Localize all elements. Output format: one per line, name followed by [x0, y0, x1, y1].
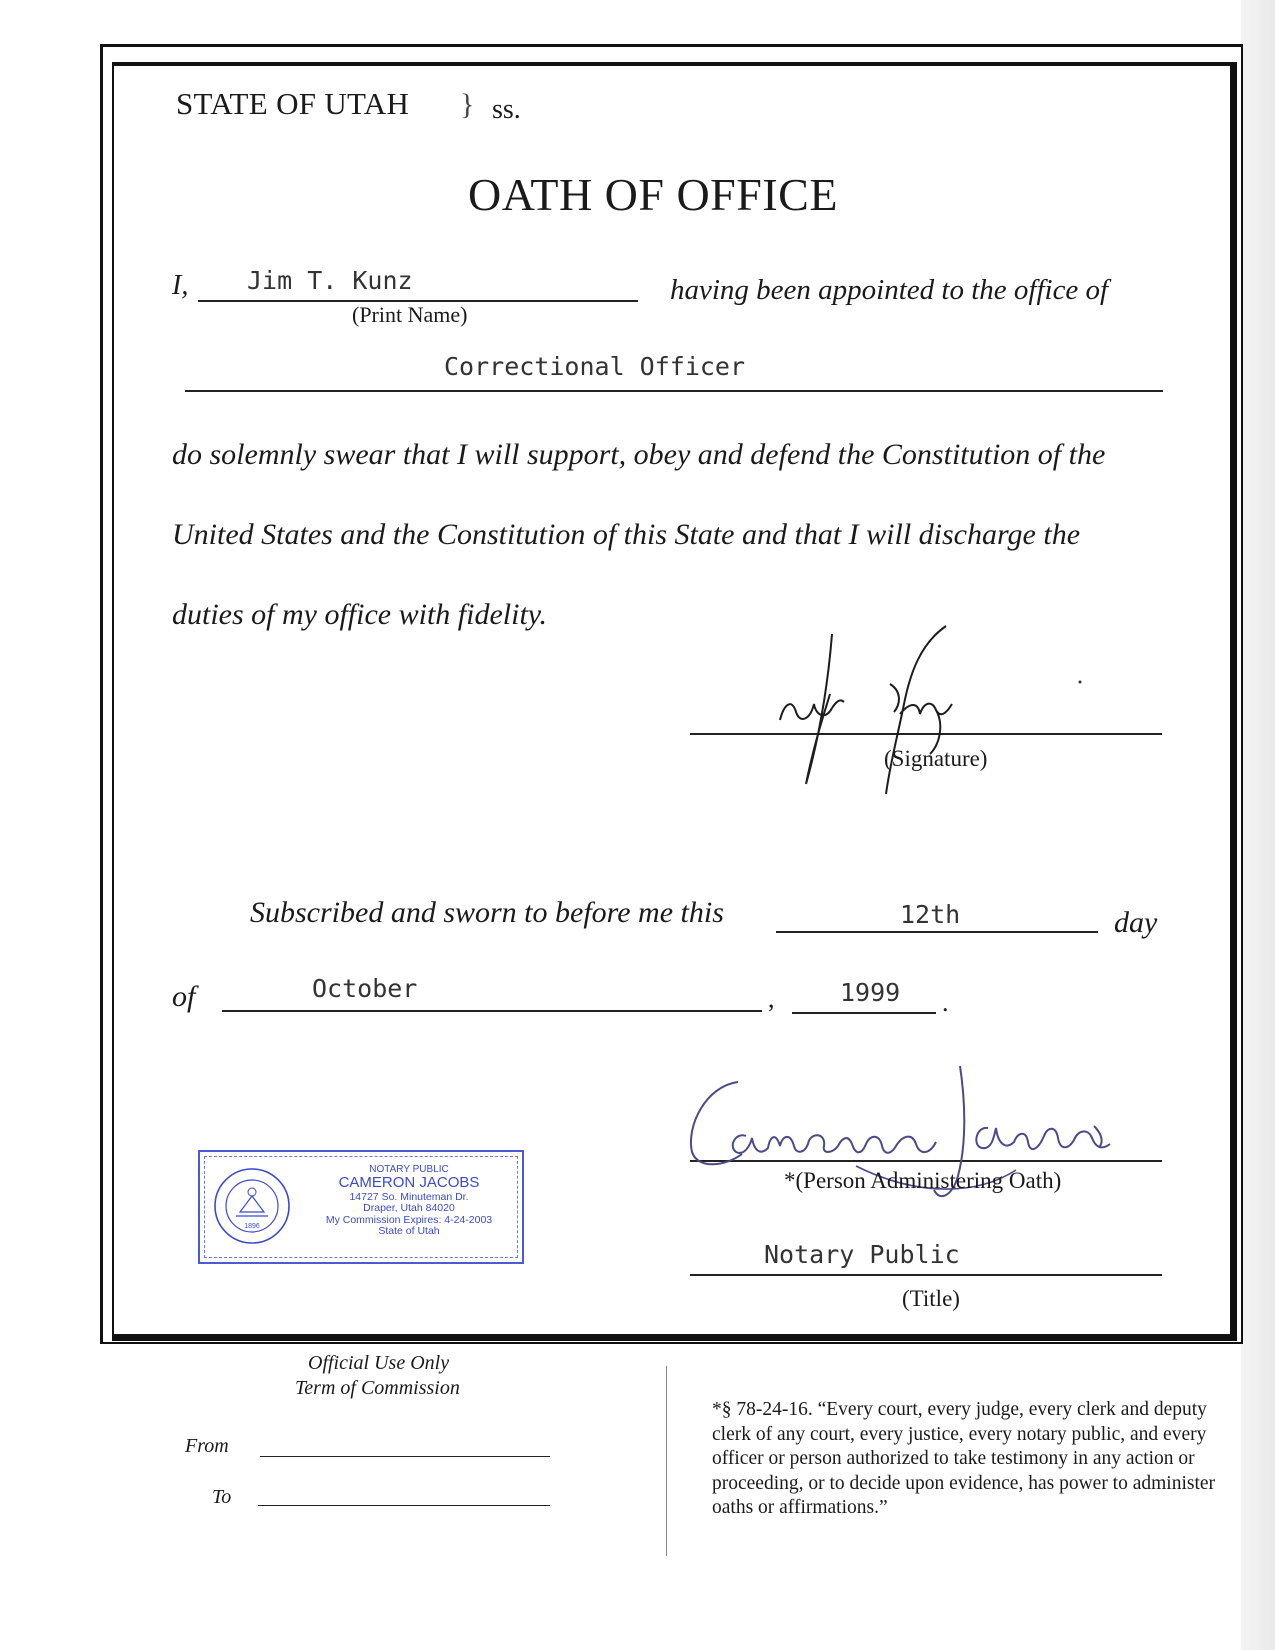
statute-note: *§ 78-24-16. “Every court, every judge, every clerk and deputy clerk of any court, every justice, every notary public, and every officer or person authorized to take testimony in any action or proceeding, or to decide upon evidence, has power to administer oaths or affirmations.”	[712, 1399, 1216, 1518]
oath-body-line-1: do solemnly swear that I will support, obey and defend the Constitution of the	[172, 438, 1106, 471]
notary-stamp	[198, 1150, 524, 1264]
day-line	[776, 931, 1098, 933]
officer-signature-image	[740, 624, 1000, 814]
year-line	[792, 1012, 936, 1014]
official-use-heading: Official Use Only	[308, 1352, 450, 1374]
from-line	[260, 1456, 550, 1457]
date-comma: ,	[768, 984, 775, 1013]
title-label: (Title)	[902, 1286, 960, 1311]
document-title: OATH OF OFFICE	[468, 169, 838, 220]
stamp-line-2: CAMERON JACOBS	[338, 1174, 480, 1191]
stamp-text-block	[310, 1164, 508, 1238]
month-line	[222, 1010, 762, 1012]
to-label: To	[212, 1486, 232, 1508]
state-brace: }	[460, 88, 475, 121]
term-of-commission-label: Term of Commission	[295, 1377, 460, 1399]
stamp-line-4: Draper, Utah 84020	[363, 1202, 455, 1215]
ss-abbreviation: ss.	[492, 94, 521, 125]
day-word: day	[1114, 906, 1158, 939]
office-line	[185, 390, 1163, 392]
year-value: 1999	[840, 978, 901, 1007]
stamp-line-5: My Commission Expires: 4-24-2003	[325, 1213, 493, 1226]
title-line	[690, 1274, 1162, 1276]
appointed-text: having been appointed to the office of	[670, 274, 1109, 306]
i-label: I,	[172, 270, 189, 301]
print-name-label: (Print Name)	[352, 302, 468, 327]
day-value: 12th	[900, 900, 961, 929]
date-period: .	[942, 988, 949, 1017]
footer-divider	[666, 1366, 667, 1556]
oath-body-line-2: United States and the Constitution of this State and that I will discharge the	[172, 518, 1081, 551]
signature-label: (Signature)	[884, 746, 988, 771]
print-name-value: Jim T. Kunz	[247, 266, 413, 295]
page-edge-shadow	[1241, 0, 1275, 1650]
svg-text:1896: 1896	[244, 1223, 260, 1230]
of-word: of	[172, 980, 196, 1013]
state-heading: STATE OF UTAH	[176, 86, 410, 121]
state-seal-icon	[212, 1166, 292, 1246]
oath-body-line-3: duties of my office with fidelity.	[172, 598, 547, 631]
month-value: October	[312, 974, 418, 1003]
subscribed-text: Subscribed and sworn to before me this	[250, 896, 724, 929]
stamp-line-6: State of Utah	[378, 1225, 440, 1238]
from-label: From	[185, 1435, 229, 1457]
office-value: Correctional Officer	[444, 352, 746, 381]
administrator-label: *(Person Administering Oath)	[784, 1168, 1062, 1193]
stamp-line-1: NOTARY PUBLIC	[369, 1164, 449, 1175]
title-value: Notary Public	[764, 1240, 960, 1269]
to-line	[258, 1505, 550, 1506]
stamp-line-3: 14727 So. Minuteman Dr.	[349, 1190, 469, 1203]
